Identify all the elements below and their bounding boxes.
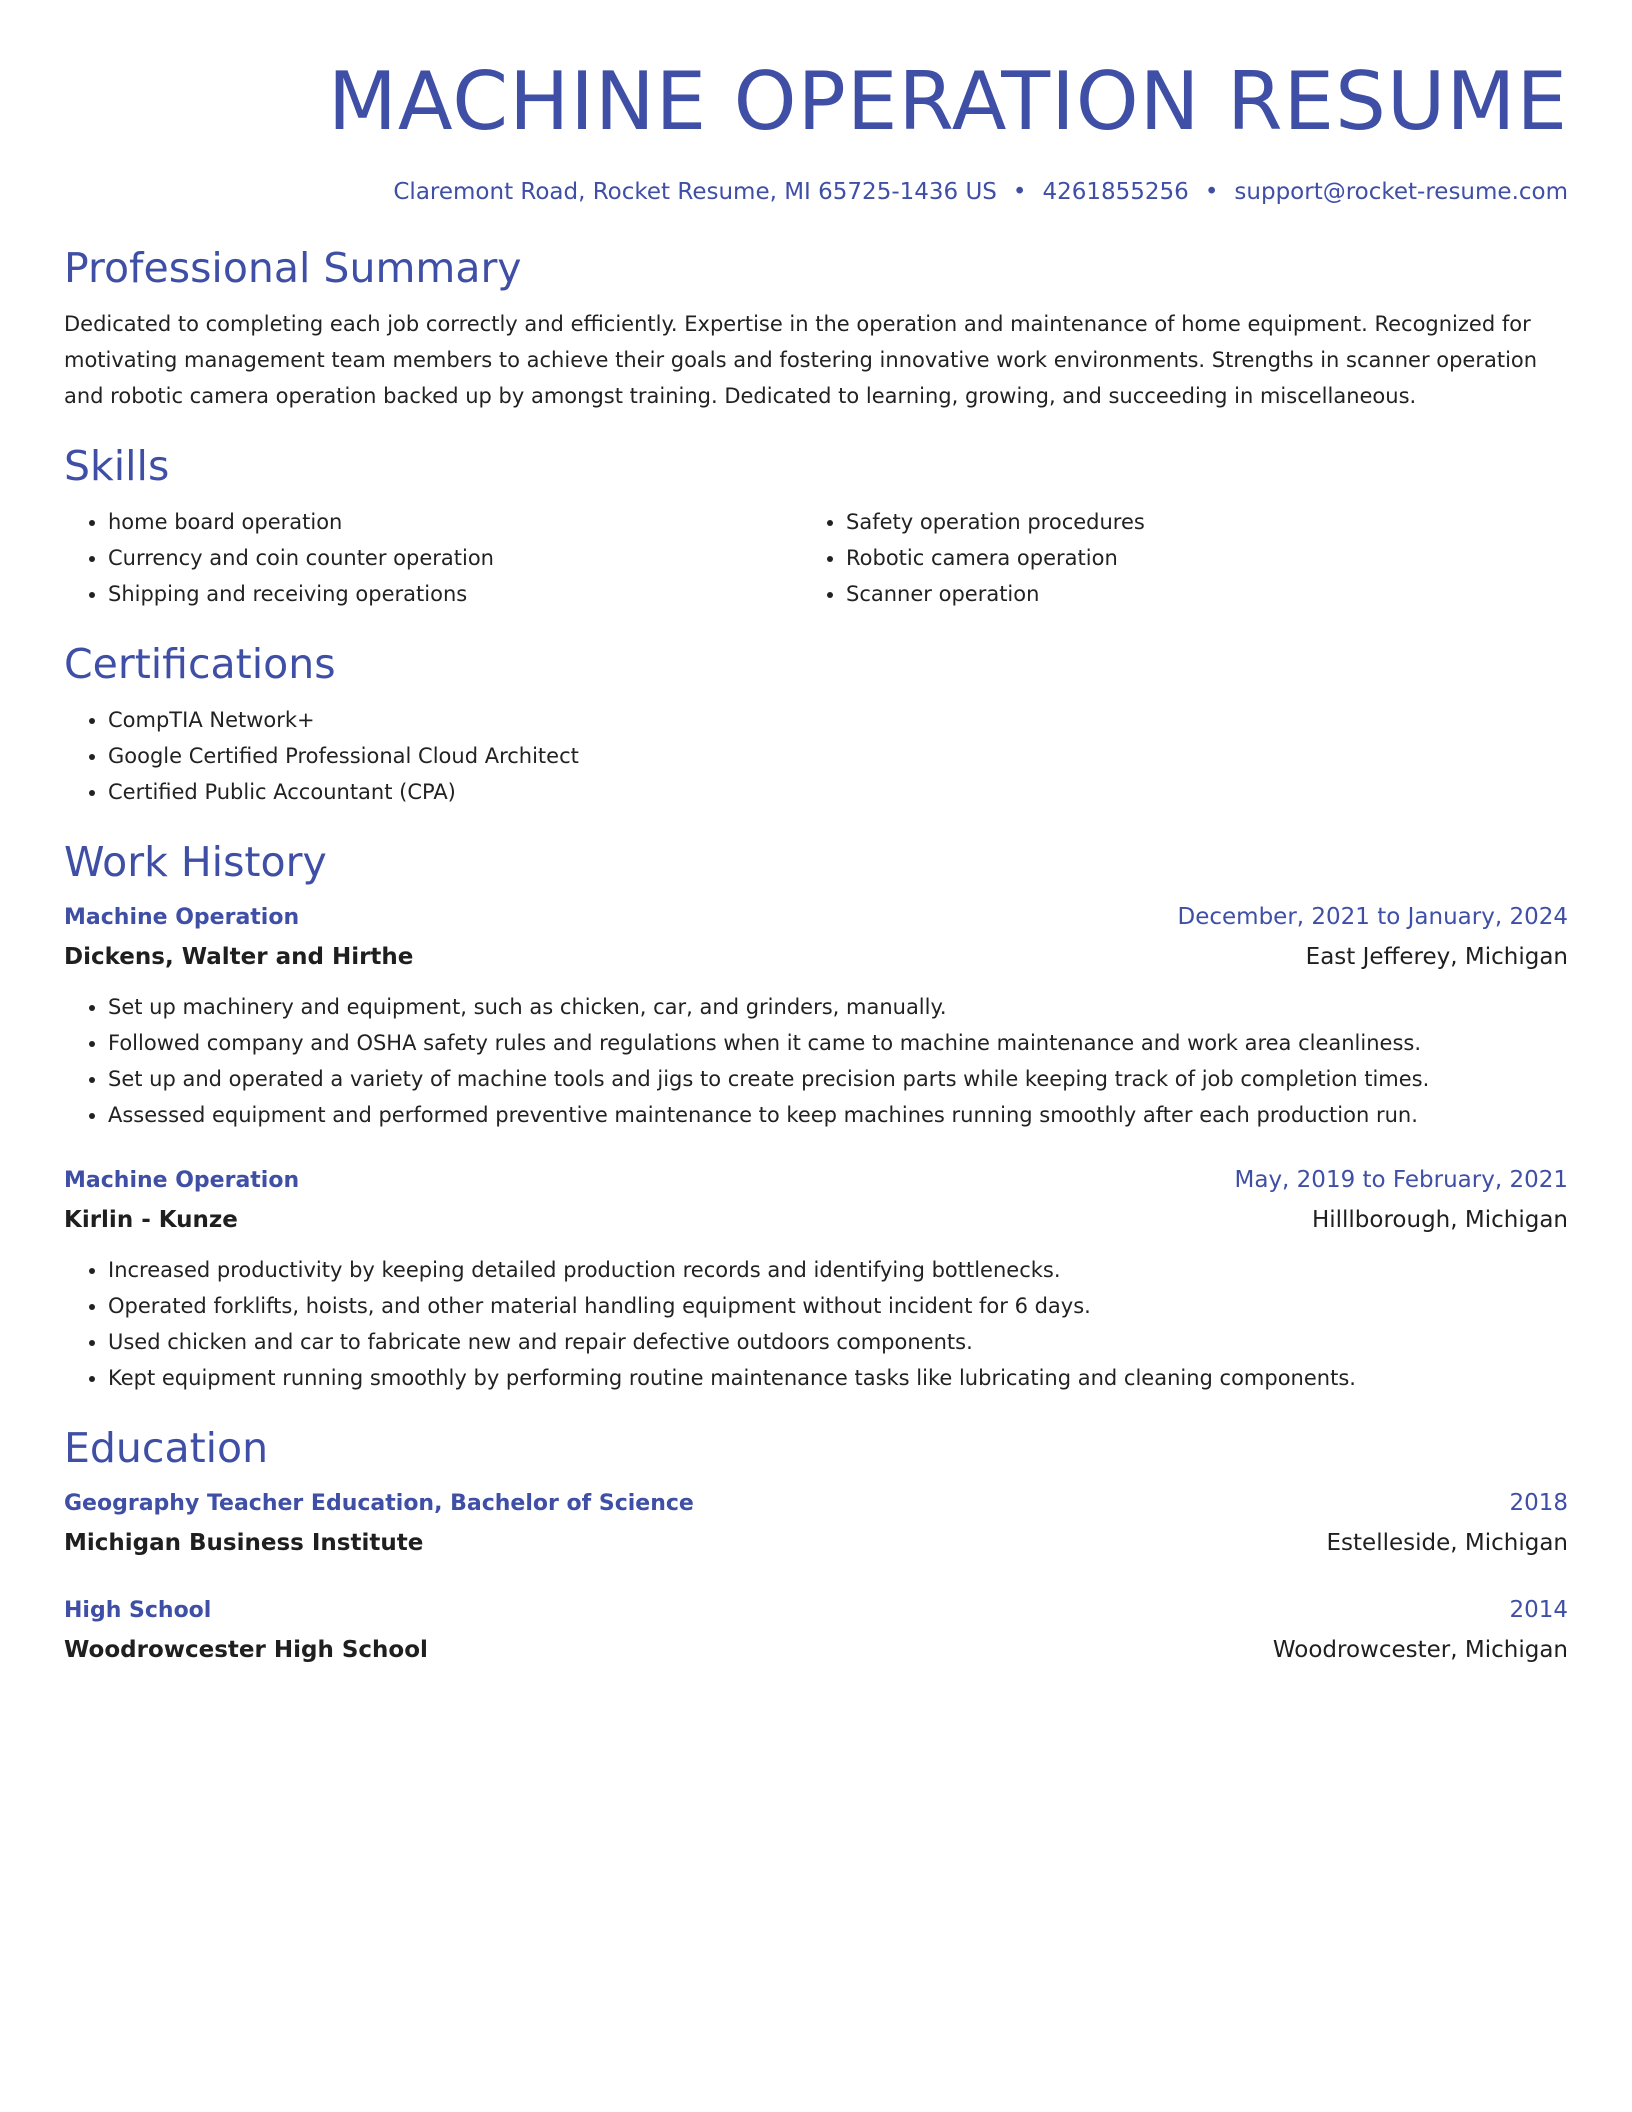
job-bullets — [64, 1252, 1568, 1396]
job-company: Dickens, Walter and Hirthe — [64, 944, 414, 970]
work-history-section — [64, 836, 1568, 1396]
summary-text: Dedicated to completing each job correctly and efficiently. Expertise in the operation and maintenance of home equipment. Recognized for motivating management team members to achieve their goals and fostering innovative work environments. Strengths in scanner operation and robotic camera operation backed up by amongst training. Dedicated to learning, growing, and succeeding in miscellaneous. — [64, 312, 1538, 408]
job-bullets — [64, 989, 1568, 1133]
certifications-section — [64, 638, 1568, 810]
contact-separator: • — [1012, 179, 1027, 205]
education-heading: Education — [64, 1424, 269, 1472]
job-company: Kirlin - Kunze — [64, 1207, 238, 1233]
job-entry — [64, 898, 1568, 1133]
skills-list-left — [64, 504, 802, 612]
education-entry — [64, 1591, 1568, 1670]
contact-phone: 4261855256 — [1042, 179, 1189, 205]
job-title: Machine Operation — [64, 905, 300, 930]
job-bullet: • Increased productivity by keeping detailed production records and identifying bottlenecks. — [108, 1252, 1568, 1288]
job-bullet: • Kept equipment running smoothly by performing routine maintenance tasks like lubricating and cleaning components. — [108, 1360, 1568, 1396]
job-header-row — [64, 898, 1568, 937]
education-school: Michigan Business Institute — [64, 1530, 424, 1556]
education-year: 2014 — [1509, 1597, 1568, 1623]
skills-column-left — [64, 504, 802, 612]
education-school: Woodrowcester High School — [64, 1637, 428, 1663]
job-bullet: • Followed company and OSHA safety rules and regulations when it came to machine maintenance and work area cleanliness. — [108, 1025, 1568, 1061]
certification-item: • Certified Public Accountant (CPA) — [108, 774, 1568, 810]
job-bullet: • Used chicken and car to fabricate new and repair defective outdoors components. — [108, 1324, 1568, 1360]
education-degree: Geography Teacher Education, Bachelor of Science — [64, 1491, 694, 1516]
contact-separator: • — [1204, 179, 1219, 205]
education-school-row — [64, 1630, 1568, 1670]
skill-item: • Safety operation procedures — [846, 504, 1540, 540]
summary-heading: Professional Summary — [64, 244, 522, 292]
education-location: Estelleside, Michigan — [1326, 1530, 1568, 1556]
skills-column-right — [802, 504, 1540, 612]
job-bullet: • Set up machinery and equipment, such as chicken, car, and grinders, manually. — [108, 989, 1568, 1025]
skill-item: • home board operation — [108, 504, 802, 540]
education-header-row — [64, 1591, 1568, 1630]
certification-item: • CompTIA Network+ — [108, 702, 1568, 738]
certification-item: • Google Certified Professional Cloud Architect — [108, 738, 1568, 774]
resume-title: MACHINE OPERATION RESUME — [327, 55, 1568, 148]
job-bullet: • Assessed equipment and performed preventive maintenance to keep machines running smoothly after each production run. — [108, 1097, 1568, 1133]
education-degree: High School — [64, 1598, 212, 1623]
job-title: Machine Operation — [64, 1168, 300, 1193]
job-company-row — [64, 1200, 1568, 1240]
job-dates: December, 2021 to January, 2024 — [1177, 904, 1568, 930]
contact-address: Claremont Road, Rocket Resume, MI 65725-1436 US — [393, 179, 997, 205]
job-bullet: • Operated forklifts, hoists, and other material handling equipment without incident for 6 days. — [108, 1288, 1568, 1324]
skill-item: • Shipping and receiving operations — [108, 576, 802, 612]
education-year: 2018 — [1509, 1490, 1568, 1516]
job-location: East Jefferey, Michigan — [1305, 944, 1568, 970]
work-history-heading: Work History — [64, 838, 327, 886]
job-header-row — [64, 1161, 1568, 1200]
job-location: Hilllborough, Michigan — [1311, 1207, 1568, 1233]
summary-section — [64, 242, 1568, 414]
job-dates: May, 2019 to February, 2021 — [1234, 1167, 1568, 1193]
education-entry — [64, 1484, 1568, 1563]
contact-line — [64, 176, 1568, 208]
certifications-list — [64, 702, 1568, 810]
job-company-row — [64, 937, 1568, 977]
education-header-row — [64, 1484, 1568, 1523]
skill-item: • Scanner operation — [846, 576, 1540, 612]
education-section — [64, 1422, 1568, 1670]
education-school-row — [64, 1523, 1568, 1563]
contact-email[interactable]: support@rocket-resume.com — [1234, 179, 1568, 205]
skill-item: • Currency and coin counter operation — [108, 540, 802, 576]
skills-section — [64, 440, 1568, 612]
skill-item: • Robotic camera operation — [846, 540, 1540, 576]
skills-grid — [64, 504, 1568, 612]
certifications-heading: Certifications — [64, 640, 336, 688]
skills-list-right — [802, 504, 1540, 612]
job-bullet: • Set up and operated a variety of machine tools and jigs to create precision parts while keeping track of job completion times. — [108, 1061, 1568, 1097]
skills-heading: Skills — [64, 442, 170, 490]
education-location: Woodrowcester, Michigan — [1272, 1637, 1568, 1663]
job-entry — [64, 1161, 1568, 1396]
